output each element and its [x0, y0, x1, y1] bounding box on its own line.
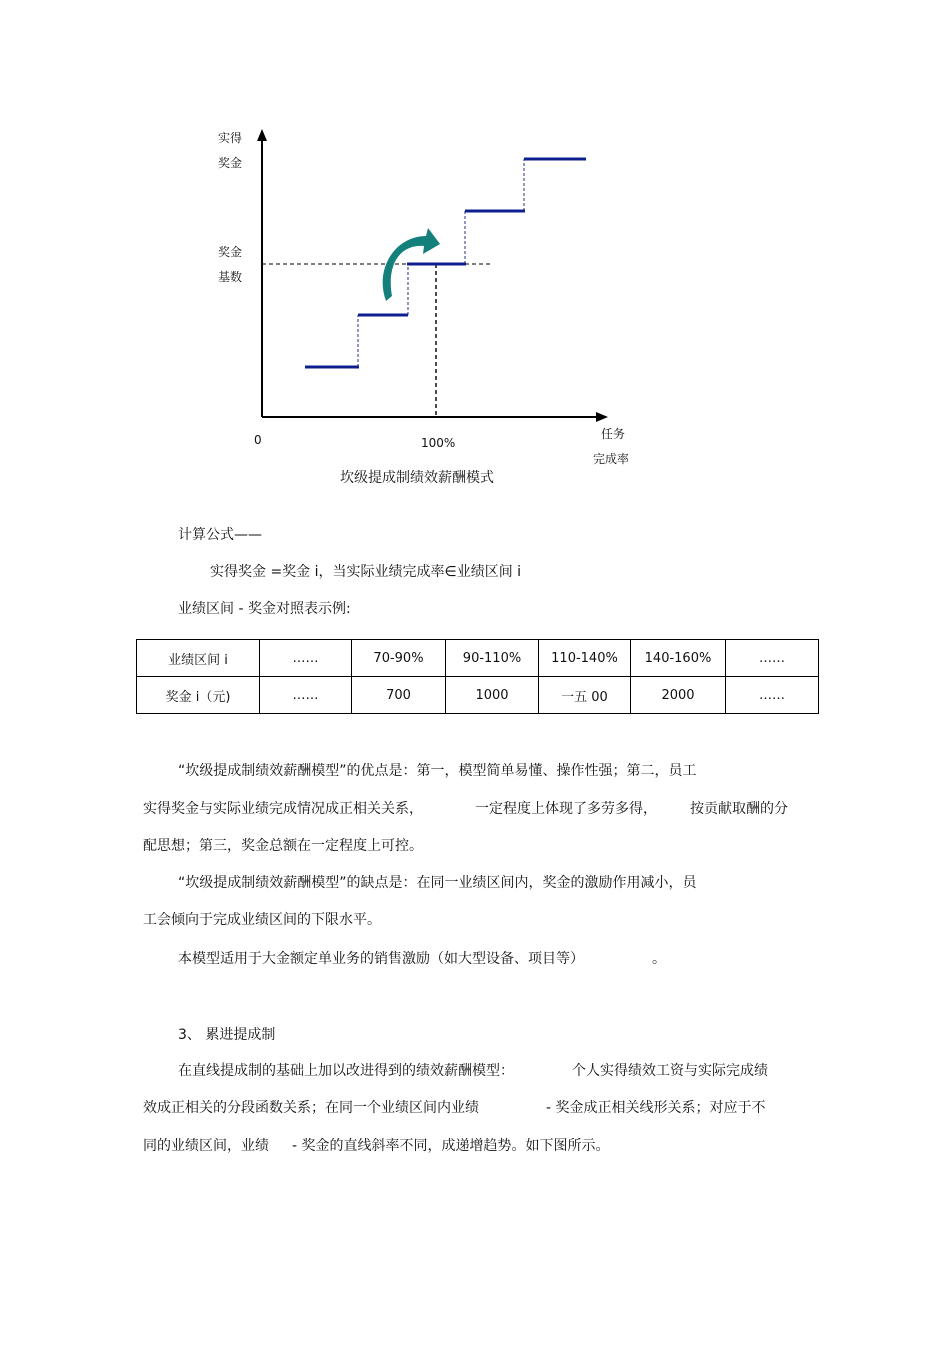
- section-line1a: 在直线提成制的基础上加以改进得到的绩效薪酬模型：: [178, 1063, 514, 1079]
- cons-line1: “坎级提成制绩效薪酬模型”的缺点是：在同一业绩区间内，奖金的激励作用减小，员: [178, 875, 697, 891]
- table-cell: ……: [726, 677, 819, 714]
- table-cell: 90-110%: [446, 640, 539, 677]
- x-origin-label: 0: [254, 433, 262, 447]
- step-series: [305, 159, 586, 367]
- table-cell: 2000: [631, 677, 726, 714]
- section-line2a: 效成正相关的分段函数关系；在同一个业绩区间内业绩: [143, 1100, 479, 1116]
- bonus-table: [136, 639, 819, 714]
- section-line1b: 个人实得绩效工资与实际完成绩: [572, 1063, 768, 1079]
- pros-line3: 配思想；第三，奖金总额在一定程度上可控。: [143, 838, 423, 854]
- applicability-line: 本模型适用于大金额定单业务的销售激励（如大型设备、项目等）: [178, 951, 584, 967]
- table-cell: 700: [352, 677, 446, 714]
- table-cell: 140-160%: [631, 640, 726, 677]
- table-cell: ……: [260, 640, 352, 677]
- pros-line2b: 一定程度上体现了多劳多得，: [475, 801, 657, 817]
- section-heading: 3、 累进提成制: [178, 1027, 276, 1043]
- section-line3a: 同的业绩区间，业绩: [143, 1138, 269, 1154]
- table-cell: 70-90%: [352, 640, 446, 677]
- step-chart: [0, 0, 950, 500]
- section-line2b: - 奖金成正相关线形关系；对应于不: [546, 1100, 766, 1116]
- pros-line1: “坎级提成制绩效薪酬模型”的优点是：第一，模型简单易懂、操作性强；第二，员工: [178, 763, 697, 779]
- table-intro: 业绩区间 - 奖金对照表示例:: [178, 601, 351, 617]
- pros-line2c: 按贡献取酬的分: [690, 801, 788, 817]
- table-cell: 业绩区间 i: [137, 640, 260, 677]
- x-ref-label: 100%: [421, 436, 456, 450]
- y-ref-label-line1: 奖金: [218, 245, 243, 259]
- y-axis-arrow-icon: [257, 129, 267, 141]
- formula-line: 实得奖金 =奖金 i，当实际业绩完成率∈业绩区间 i: [210, 564, 522, 580]
- y-axis-label-line2: 奖金: [218, 156, 243, 170]
- x-axis-label-line1: 任务: [601, 427, 626, 441]
- table-cell: 1000: [446, 677, 539, 714]
- y-axis-label-line1: 实得: [218, 131, 243, 145]
- chart-caption: 坎级提成制绩效薪酬模式: [340, 470, 494, 486]
- section-line3b: - 奖金的直线斜率不同，成递增趋势。如下图所示。: [292, 1138, 610, 1154]
- table-row: [137, 640, 819, 677]
- table-row: [137, 677, 819, 714]
- table-cell: 一五 00: [539, 677, 631, 714]
- table-cell: 奖金 i（元): [137, 677, 260, 714]
- cons-line2: 工会倾向于完成业绩区间的下限水平。: [143, 912, 381, 928]
- applicability-end: 。: [652, 951, 666, 967]
- x-axis-label-line2: 完成率: [593, 452, 630, 466]
- x-axis-arrow-icon: [596, 412, 608, 422]
- table-cell: 110-140%: [539, 640, 631, 677]
- table-cell: ……: [260, 677, 352, 714]
- formula-heading: 计算公式——: [178, 527, 262, 543]
- pros-line2a: 实得奖金与实际业绩完成情况成正相关关系，: [143, 801, 423, 817]
- table-cell: ……: [726, 640, 819, 677]
- y-ref-label-line2: 基数: [218, 270, 243, 284]
